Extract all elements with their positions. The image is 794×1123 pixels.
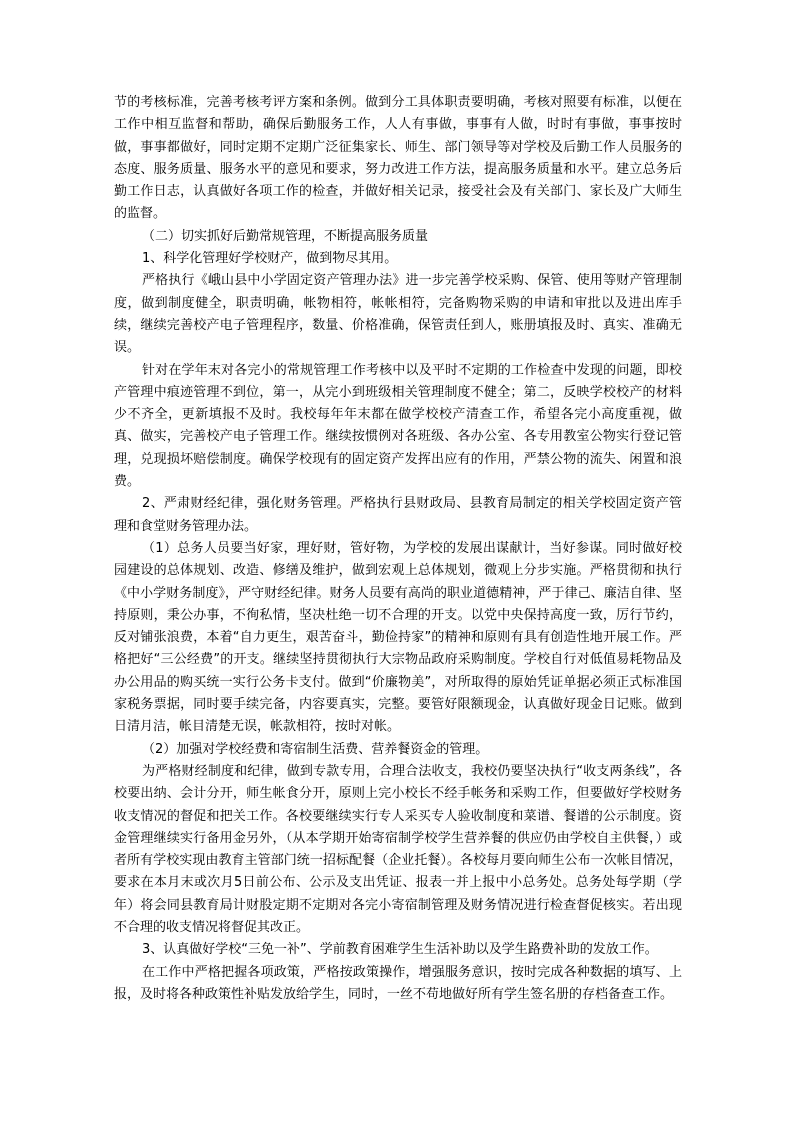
subheading-school-property: 1、科学化管理好学校财产，做到物尽其用。 [142, 251, 398, 267]
subheading-financial-discipline: 2、严肃财经纪律，强化财务管理。严格执行县财政局、县教育局制定的相关学校固定资产管理和食堂财务管理办法。 [114, 496, 682, 534]
paragraph-asset-regulation: 严格执行《峨山县中小学固定资产管理办法》进一步完善学校采购、保管、使用等财产管理制度，做到制度健全，职责明确，帐物相符，帐帐相符，完备购物采购的申请和审批以及进出库手续，继续完善校产电子管理程序，数量、价格准确，保管责任到人，账册填报及时、真实、准确无误。 [114, 273, 682, 356]
paragraph-fund-rules: 为严格财经制度和纪律，做到专款专用，合理合法收支，我校仍要坚决执行“收支两条线”，各校要出纳、会计分开，师生帐食分开，原则上完小校长不经手帐务和采购工作，但要做好学校财务收支情况的督促和把关工作。各校要继续实行专人采买专人验收制度和菜谱、餐谱的公示制度。资金管理继续实行备用金另外，（从本学期开始寄宿制学校学生营养餐的供应仍由学校自主供餐，）或者所有学校实现由教育主管部门统一招标配餐（企业托餐）。各校每月要向师生公布一次帐目情况，要求在本月末或次月5日前公布、公示及支出凭证、报表一并上报中小总务处。总务处每学期（学年）将会同县教育局计财股定期不定期对各完小寄宿制管理及财务情况进行检查督促核实。若出现不合理的收支情况将督促其改正。 [114, 763, 682, 935]
subheading-subsidy-distribution: 3、认真做好学校“三免一补”、学前教育困难学生生活补助以及学生路费补助的发放工作。 [142, 942, 658, 958]
paragraph-assessment-standards: 节的考核标准，完善考核考评方案和条例。做到分工具体职责要明确，考核对照要有标准，以便在工作中相互监督和帮助，确保后勤服务工作，人人有事做，事事有人做，时时有事做，事事按时做，事事都做好，同时定期不定期广泛征集家长、师生、部门领导等对学校及后勤工作人员服务的态度、服务质量、服务水平的意见和要求，努力改进工作方法，提高服务质量和水平。建立总务后勤工作日志，认真做好各项工作的检查，并做好相关记录，接受社会及有关部门、家长及广大师生的监督。 [114, 95, 682, 222]
subheading-fund-management: （2）加强对学校经费和寄宿制生活费、营养餐资金的管理。 [142, 741, 489, 757]
paragraph-general-affairs-staff: （1）总务人员要当好家，理好财，管好物，为学校的发展出谋献计，当好参谋。同时做好校园建设的总体规划、改造、修缮及维护，做到宏观上总体规划，微观上分步实施。严格贯彻和执行《中小学财务制度》，严守财经纪律。财务人员要有高尚的职业道德精神，严于律己、廉洁自律、坚持原则，秉公办事，不徇私情，坚决杜绝一切不合理的开支。以党中央保持高度一致，厉行节约，反对铺张浪费，本着“自力更生，艰苦奋斗，勤俭持家”的精神和原则有具有创造性地开展工作。严格把好“三公经费”的开支。继续坚持贯彻执行大宗物品政府采购制度。学校自行对低值易耗物品及办公用品的购买统一实行公务卡支付。做到“价廉物美”，对所取得的原始凭证单据必须正式标准国家税务票据，同时要手续完备，内容要真实，完整。要管好限额现金，认真做好现金日记账。做到日清月洁，帐目清楚无误，帐款相符，按时对帐。 [114, 540, 682, 735]
section-heading-routine-management: （二）切实抓好后勤常规管理，不断提高服务质量 [142, 228, 429, 244]
paragraph-inspection-issues: 针对在学年末对各完小的常规管理工作考核中以及平时不定期的工作检查中发现的问题，即校产管理中痕迹管理不到位，第一，从完小到班级相关管理制度不健全；第二，反映学校校产的材料少不齐全，更新填报不及时。我校每年年末都在做学校校产清查工作，希望各完小高度重视，做真、做实，完善校产电子管理工作。继续按惯例对各班级、各办公室、各专用教室公物实行登记管理，兑现损坏赔偿制度。确保学校现有的固定资产发挥出应有的作用，严禁公物的流失、闲置和浪费。 [114, 362, 682, 490]
document-page [114, 92, 682, 1006]
paragraph-policy-execution: 在工作中严格把握各项政策，严格按政策操作，增强服务意识，按时完成各种数据的填写、上报，及时将各种政策性补贴发放给学生，同时，一丝不苟地做好所有学生签名册的存档备查工作。 [114, 964, 682, 1002]
